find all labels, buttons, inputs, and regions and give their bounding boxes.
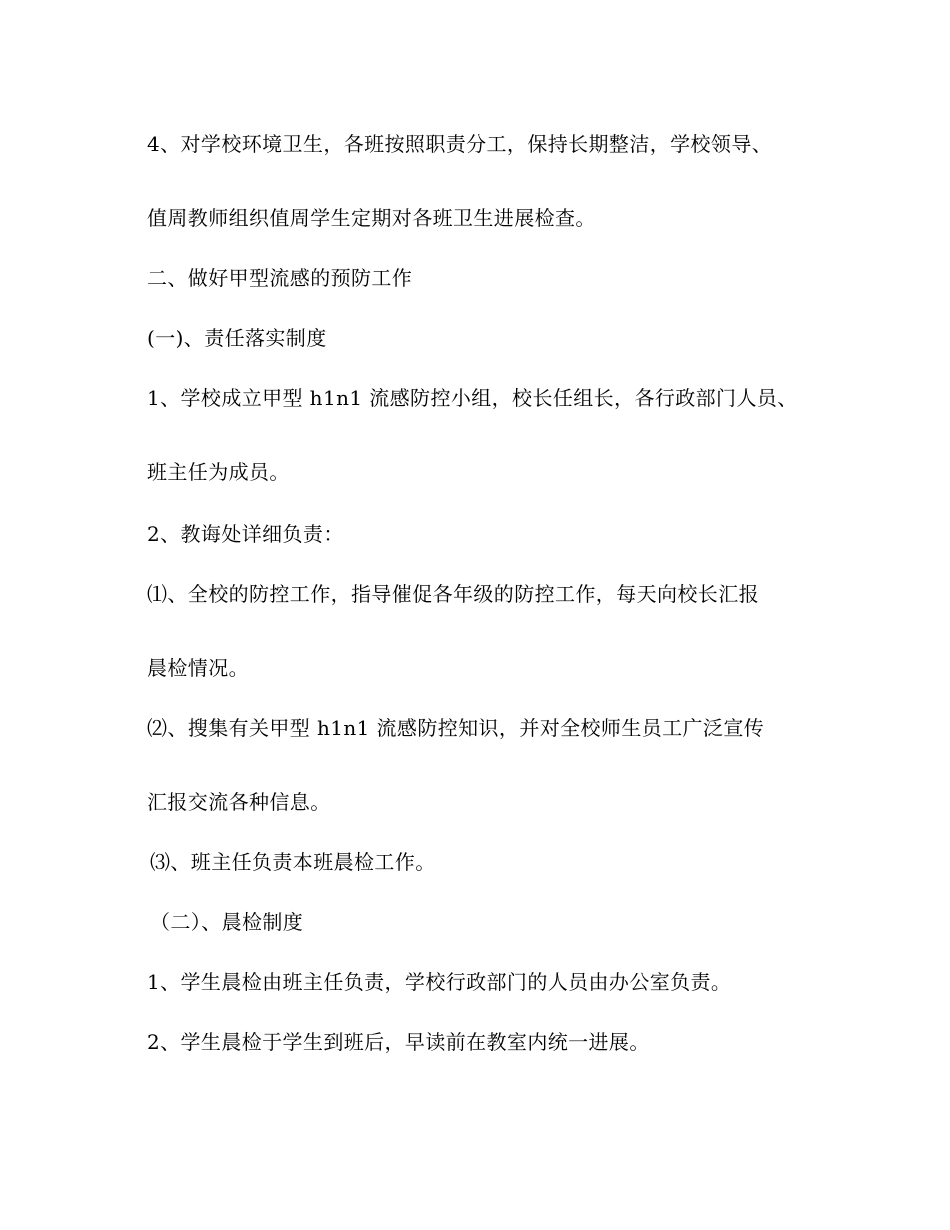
subsection-heading: (一)、责任落实制度 xyxy=(147,326,327,350)
paragraph-line: 1、学校成立甲型 h1n1 流感防控小组，校长任组长，各行政部门人员、 xyxy=(147,386,798,410)
paragraph-line: ⑴、全校的防控工作，指导催促各年级的防控工作，每天向校长汇报 xyxy=(147,582,759,606)
paragraph-line: ⑶、班主任负责本班晨检工作。 xyxy=(150,850,436,874)
subsection-heading: （二）、晨检制度 xyxy=(150,910,304,934)
section-heading: 二、做好甲型流感的预防工作 xyxy=(147,266,413,290)
paragraph-line: 班主任为成员。 xyxy=(147,460,290,484)
paragraph-line: 2、学生晨检于学生到班后，早读前在教室内统一进展。 xyxy=(147,1030,650,1054)
paragraph-line: 2、教诲处详细负责： xyxy=(147,522,344,546)
paragraph-line: 汇报交流各种信息。 xyxy=(147,790,331,814)
paragraph-line: 值周教师组织值周学生定期对各班卫生进展检查。 xyxy=(147,206,596,230)
paragraph-line: 4、对学校环境卫生，各班按照职责分工，保持长期整洁，学校领导、 xyxy=(147,132,773,156)
paragraph-line: 晨检情况。 xyxy=(147,656,249,680)
paragraph-line: ⑵、搜集有关甲型 h1n1 流感防控知识，并对全校师生员工广泛宣传 xyxy=(147,716,765,740)
paragraph-line: 1、学生晨检由班主任负责，学校行政部门的人员由办公室负责。 xyxy=(147,970,732,994)
